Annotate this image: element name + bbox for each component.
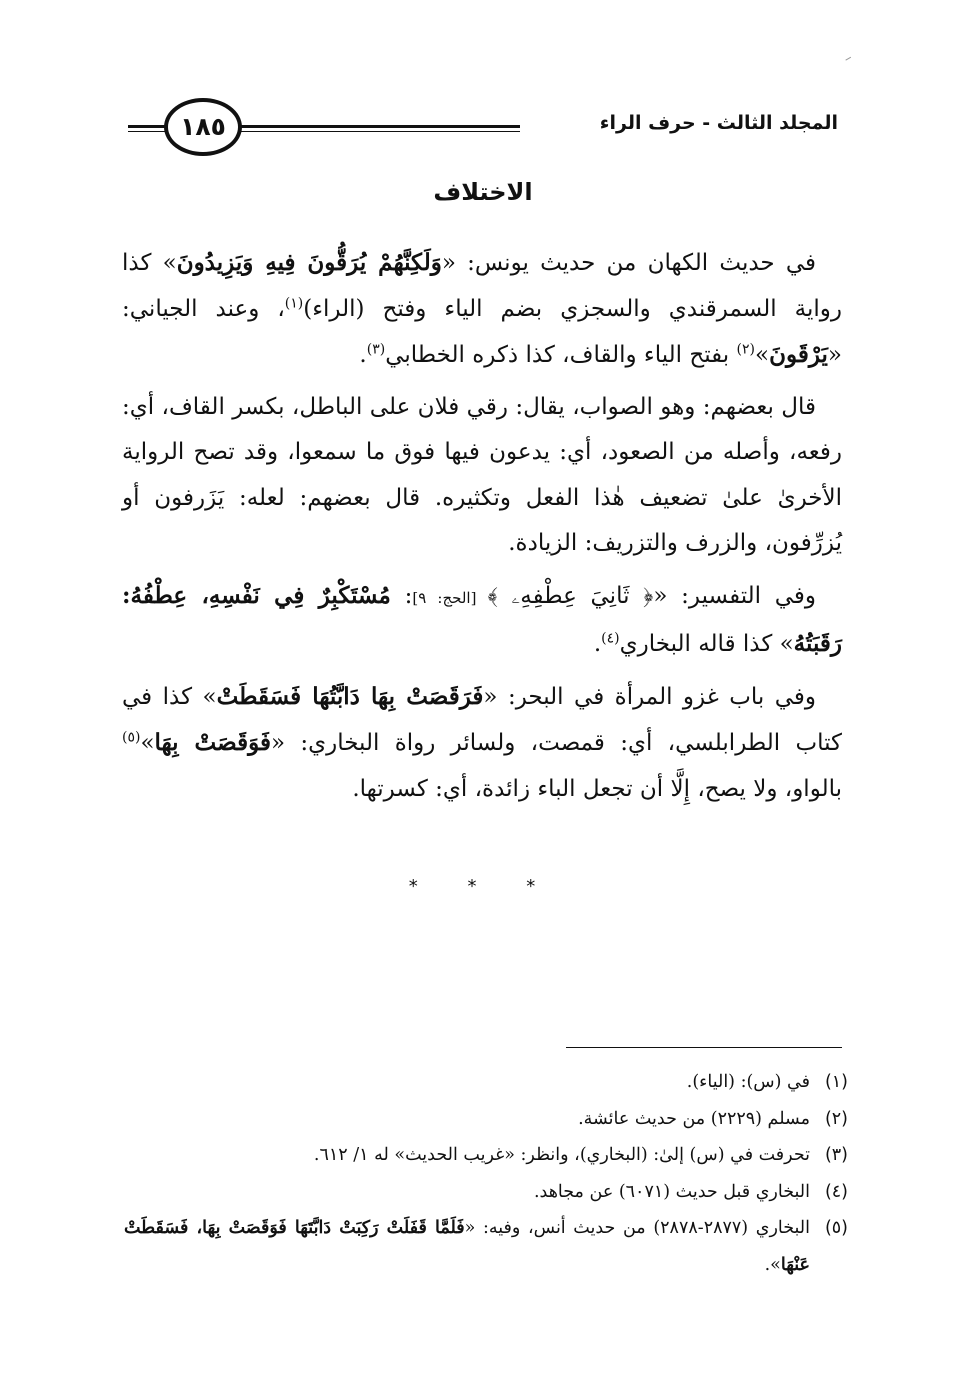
footnote-ref: (٤)	[601, 630, 620, 647]
text-run: في حديث الكهان من حديث يونس: «	[441, 250, 817, 276]
footnote-number: (٢)	[824, 1108, 848, 1129]
body-text	[122, 240, 842, 818]
text-run: وفي التفسير: «	[653, 582, 817, 609]
section-title: الاختلاف	[433, 178, 533, 206]
running-header	[128, 98, 838, 158]
footnote-number: (١)	[824, 1072, 848, 1092]
text-run: وفي باب غزو المرأة في البحر: «	[483, 683, 816, 710]
footnote-item	[124, 1101, 848, 1138]
footnote-number: (٤)	[824, 1181, 848, 1202]
footnote-item	[124, 1064, 848, 1101]
verse-reference: [الحج: ٩]	[412, 588, 488, 607]
footnote-ref: (٣)	[366, 341, 386, 358]
section-separator: * * *	[408, 876, 558, 897]
quran-verse: ﴿ ثَانِيَ عِطْفِهِۦ ﴾	[487, 582, 654, 609]
footnote-text: البخاري قبل حديث (٦٠٧١) عن مجاهد.	[533, 1181, 810, 1202]
text-run: ».	[764, 1254, 781, 1275]
paragraph	[122, 674, 842, 813]
paragraph: قال بعضهم: وهو الصواب، يقال: رقي فلان على الباطل، بكسر القاف، أي: رفعه، وأصله من الصعود، أي: يدعون فيها فوق ما سمعوا، وقد تصح الرواية الأخرىٰ علىٰ تضعيف هٰذا الفعل وتكثيره. قال بعضهم: لعله: يَزَرفون أو يُزرِّفون، والزرف والتزريف: الزيادة.	[122, 393, 842, 556]
footnote-rule	[566, 1047, 842, 1048]
running-title	[592, 112, 838, 134]
footnote-text	[124, 1210, 810, 1283]
footnote-text: مسلم (٢٢٢٩) من حديث عائشة.	[578, 1108, 810, 1129]
footnote-ref: (٢)	[736, 341, 755, 358]
text-run: .	[593, 631, 602, 657]
page-mark	[845, 57, 852, 63]
text-run: » كذا رواية السمرقندي والسجزي بضم الياء وفتح (الراء)	[122, 250, 842, 322]
hadith-quote: فَوَقَصَتْ بِهَا	[154, 729, 271, 756]
footnote-number: (٣)	[824, 1145, 848, 1165]
hadith-quote: يَرْقَونَ	[769, 341, 828, 368]
hadith-quote: فَرَقَصَتْ بِهَا دَابَّتُهَا فَسَقَطَتْ	[216, 682, 484, 710]
footnote-number: (٥)	[824, 1218, 848, 1238]
paragraph	[122, 573, 842, 668]
text-run: بفتح الياء والقاف، كذا ذكره الخطابي	[385, 342, 737, 368]
footnote-item	[124, 1174, 848, 1211]
text-run: البخاري (٢٨٧٧-٢٨٧٨) من حديث أنس، وفيه: «	[464, 1218, 811, 1238]
text-run: بالواو، ولا يصح، إِلَّا أن تجعل الباء زائدة، أي: كسرتها.	[352, 775, 842, 802]
text-run: »	[754, 342, 770, 368]
text-run: :	[390, 582, 413, 609]
footnotes	[124, 1064, 848, 1283]
text-run: .	[359, 342, 367, 368]
footnote-item	[124, 1210, 848, 1283]
page-number: ١٨٥	[164, 98, 242, 156]
hadith-quote: وَلَكِنَّهُمْ يُرَقُّونَ فِيهِ وَيَزِيدُونَ	[176, 249, 442, 276]
running-title-text: المجلد الثالث - حرف الراء	[599, 112, 838, 134]
header-rule-middle	[220, 125, 520, 132]
footnote-text: في (س): (الياء).	[686, 1072, 810, 1092]
footnote-text: تحرفت في (س) إلىٰ: (البخاري)، وانظر: «غريب الحديث» له ١/ ٦١٢.	[313, 1145, 810, 1165]
footnote-ref: (٥)	[122, 729, 141, 746]
hadith-quote: مُسْتَكْبِرٌ فِي نَفْسِهِ، عِطْفُهُ: رَقَبَتُهُ	[122, 581, 842, 657]
footnote-ref: (١)	[284, 294, 304, 311]
text-run: » كذا قاله البخاري	[619, 631, 794, 657]
hadith-quote: فَلَمَّا قَفَلَتْ رَكِبَتْ دَابَّتَهَا فَوَقَصَتْ بِهَا، فَسَقَطَتْ عَنْهَا	[124, 1218, 810, 1275]
footnote-item	[124, 1137, 848, 1174]
paragraph	[122, 240, 842, 379]
text-run: ، وعند الجياني: «	[122, 295, 842, 368]
text-run: » كذا في كتاب الطرابلسي، أي: قمصت، ولسائر رواة البخاري: «	[122, 683, 842, 756]
text-run: »	[140, 730, 155, 756]
